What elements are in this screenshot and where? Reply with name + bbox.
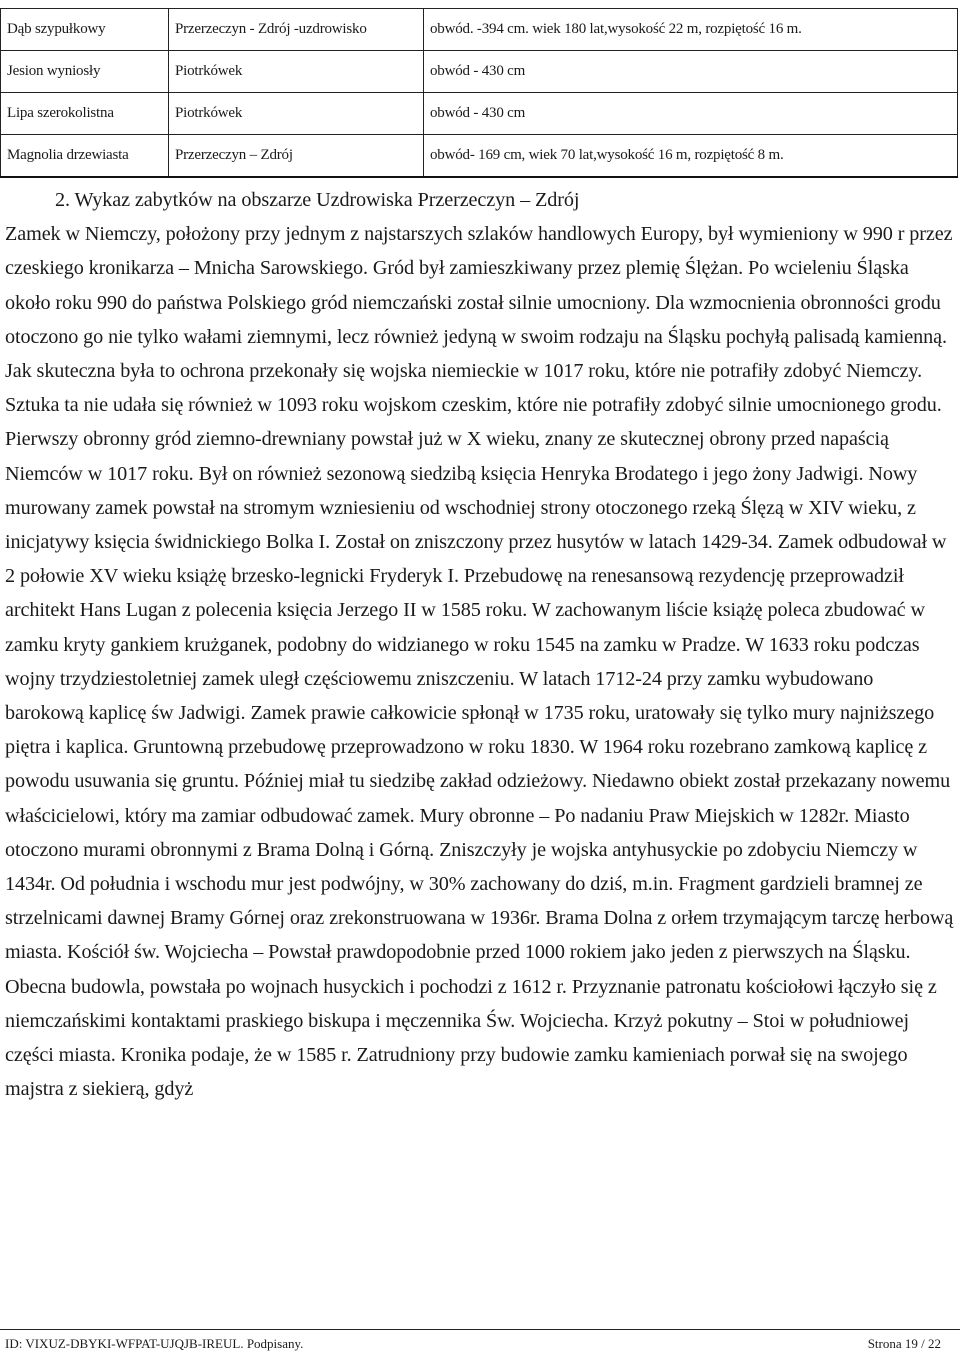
footer-divider — [0, 1329, 960, 1330]
tree-description-cell: obwód - 430 cm — [424, 93, 958, 135]
monument-trees-table — [0, 8, 958, 178]
tree-location-cell: Piotrkówek — [169, 51, 424, 93]
section-content — [5, 183, 955, 1106]
page-footer — [5, 1336, 941, 1352]
tree-description-cell: obwód. -394 cm. wiek 180 lat,wysokość 22 m, rozpiętość 16 m. — [424, 9, 958, 51]
tree-name-cell: Dąb szypułkowy — [1, 9, 169, 51]
tree-name-cell: Jesion wyniosły — [1, 51, 169, 93]
table-row — [1, 93, 958, 135]
page-number: Strona 19 / 22 — [867, 1336, 941, 1351]
section-heading: 2. Wykaz zabytków na obszarze Uzdrowiska Przerzeczyn – Zdrój — [55, 189, 580, 211]
tree-location-cell: Piotrkówek — [169, 93, 424, 135]
tree-location-cell: Przerzeczyn – Zdrój — [169, 135, 424, 178]
tree-description-cell: obwód - 430 cm — [424, 51, 958, 93]
tree-description-cell: obwód- 169 cm, wiek 70 lat,wysokość 16 m, rozpiętość 8 m. — [424, 135, 958, 178]
table-row — [1, 9, 958, 51]
tree-name-cell: Lipa szerokolistna — [1, 93, 169, 135]
document-id: ID: VIXUZ-DBYKI-WFPAT-UJQJB-IREUL. Podpisany. — [5, 1336, 304, 1351]
tree-name-cell: Magnolia drzewiasta — [1, 135, 169, 178]
section-body-paragraph: Zamek w Niemczy, położony przy jednym z najstarszych szlaków handlowych Europy, był wymieniony w 990 r przez czeskiego kronikarza – Mnicha Sarowskiego. Gród był zamieszkiwany przez plemię Ślężan. Po wcieleniu Śląska około roku 990 do państwa Polskiego gród niemczański został silnie umocniony. Dla wzmocnienia obronności grodu otoczono go nie tylko wałami ziemnymi, lecz również jedyną w swoim rodzaju na Śląsku pochyłą palisadą kamienną. Jak skuteczna była to ochrona przekonały się wojska niemieckie w 1017 roku, które nie potrafiły zdobyć Niemczy. Sztuka ta nie udała się również w 1093 roku wojskom czeskim, które nie potrafiły zdobyć silnie umocnionego grodu. Pierwszy obronny gród ziemno-drewniany powstał już w X wieku, znany ze skutecznej obrony przed napaścią Niemców w 1017 roku. Był on również sezonową siedzibą księcia Henryka Brodatego i jego żony Jadwigi. Nowy murowany zamek powstał na stromym wzniesieniu od wschodniej strony otoczonego rzeką Ślęzą w XIV wieku, z inicjatywy księcia świdnickiego Bolka I. Został on zniszczony przez husytów w latach 1429-34. Zamek odbudował w 2 połowie XV wieku książę brzesko-legnicki Fryderyk I. Przebudowę na renesansową rezydencję przeprowadził architekt Hans Lugan z polecenia księcia Jerzego II w 1585 roku. W zachowanym liście książę poleca zbudować w zamku kryty gankiem krużganek, podobny do widzianego w roku 1545 na zamku w Pradze. W 1633 roku podczas wojny trzydziestoletniej zamek uległ częściowemu zniszczeniu. W latach 1712-24 przy zamku wybudowano barokową kaplicę św Jadwigi. Zamek prawie całkowicie spłonął w 1735 roku, uratowały się tylko mury najniższego piętra i kaplica. Gruntowną przebudowę przeprowadzono w roku 1830. W 1964 roku rozebrano zamkową kaplicę z powodu usuwania się gruntu. Później miał tu siedzibę zakład odzieżowy. Niedawno obiekt został przekazany nowemu właścicielowi, który ma zamiar odbudować zamek. Mury obronne – Po nadaniu Praw Miejskich w 1282r. Miasto otoczono murami obronnymi z Brama Dolną i Górną. Zniszczyły je wojska antyhusyckie po zdobyciu Niemczy w 1434r. Od południa i wschodu mur jest podwójny, w 30% zachowany do dziś, m.in. Fragment gardzieli bramnej ze strzelnicami dawnej Bramy Górnej oraz zrekonstruowana w 1936r. Brama Dolna z orłem trzymającym tarczę herbową miasta. Kościół św. Wojciecha – Powstał prawdopodobnie przed 1000 rokiem jako jeden z pierwszych na Śląsku. Obecna budowla, powstała po wojnach husyckich i pochodzi z 1612 r. Przyznanie patronatu kościołowi łączyło się z niemczańskimi kontaktami praskiego biskupa i męczennika Św. Wojciecha. Krzyż pokutny – Stoi w południowej części miasta. Kronika podaje, że w 1585 r. Zatrudniony przy budowie zamku kamieniach porwał się na swojego majstra z siekierą, gdyż — [5, 223, 954, 1101]
table-row — [1, 51, 958, 93]
table-row — [1, 135, 958, 178]
tree-location-cell: Przerzeczyn - Zdrój -uzdrowisko — [169, 9, 424, 51]
